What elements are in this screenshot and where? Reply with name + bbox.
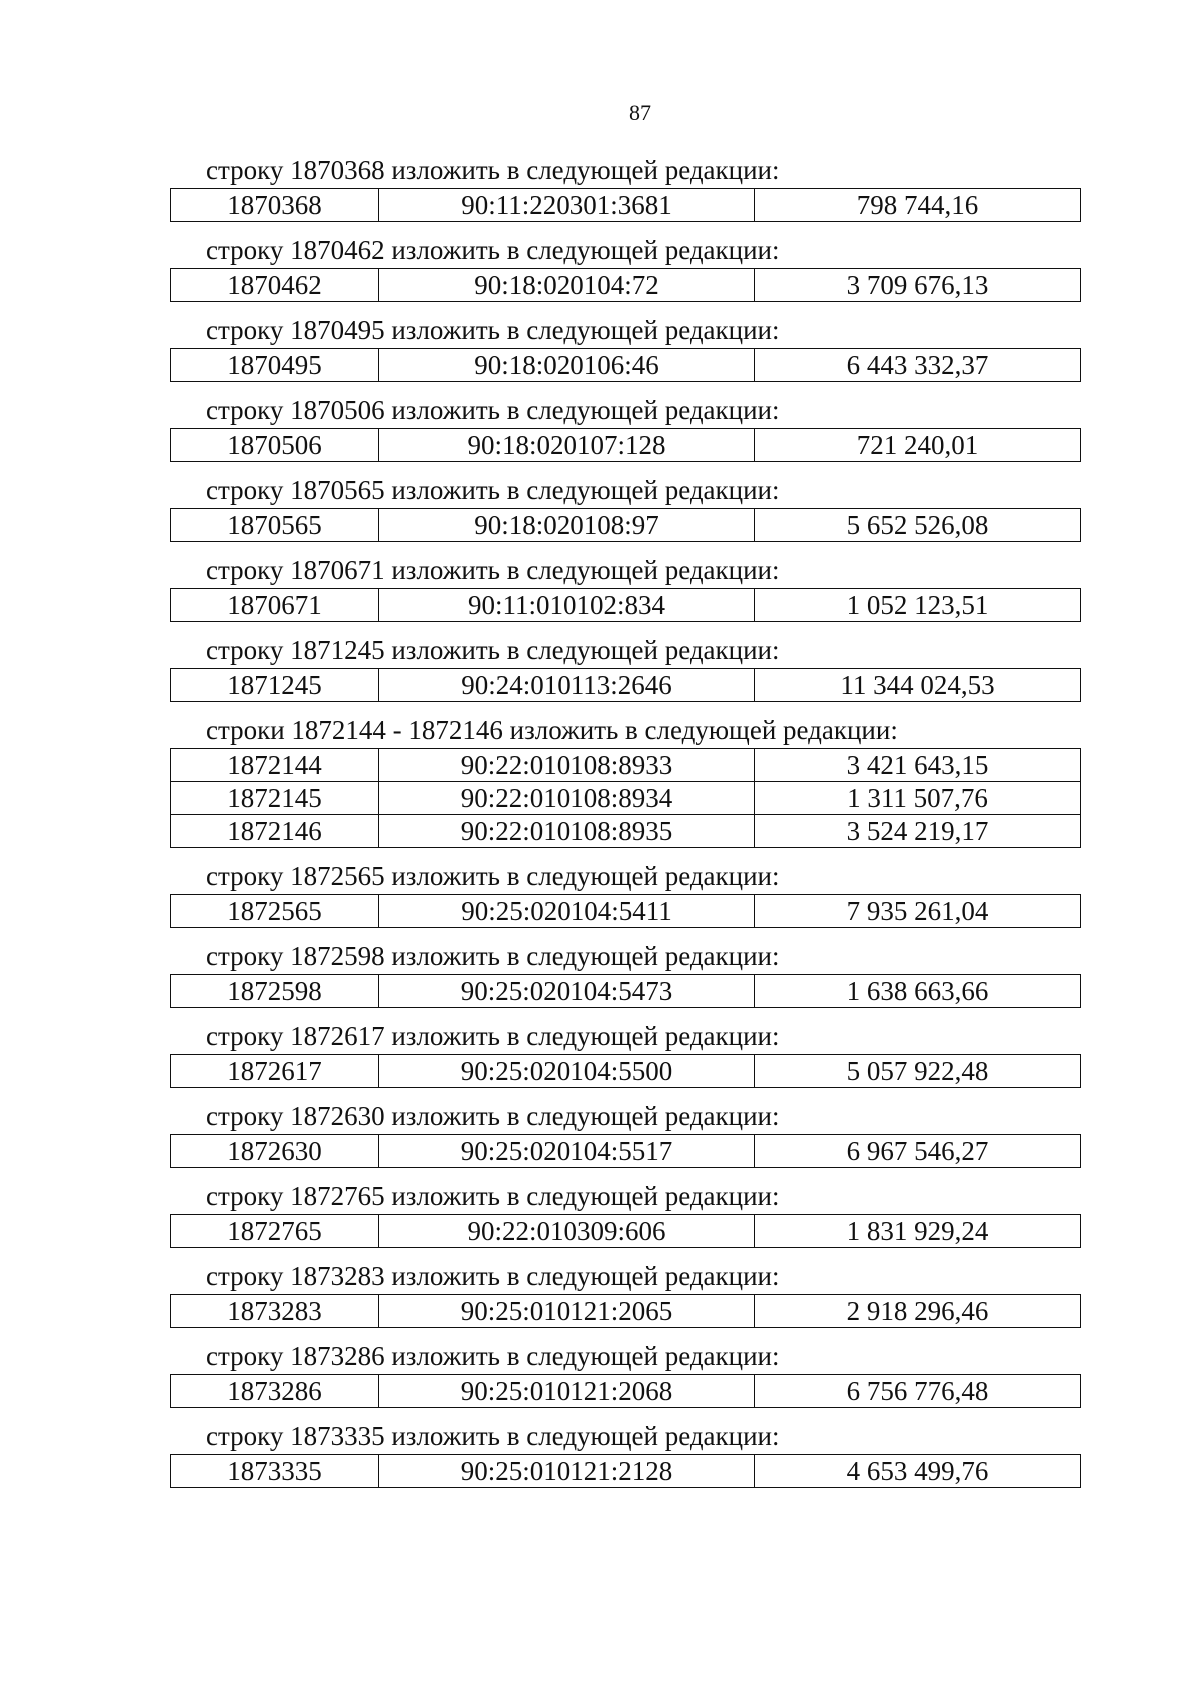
row-number-cell: 1872765: [171, 1215, 379, 1248]
row-number-cell: 1870462: [171, 269, 379, 302]
amendment-instruction: строку 1872765 изложить в следующей редакции:: [206, 1181, 780, 1211]
amendment-table: [170, 1454, 1081, 1488]
table-row: [171, 1135, 1081, 1168]
amendment-instruction: строку 1872598 изложить в следующей редакции:: [206, 941, 780, 971]
page-number: 87: [629, 100, 651, 125]
amendment-section: [170, 232, 1080, 302]
cadastral-number-cell: 90:22:010108:8935: [379, 815, 755, 848]
amendment-instruction: строку 1871245 изложить в следующей редакции:: [206, 635, 780, 665]
row-number-cell: 1873335: [171, 1455, 379, 1488]
amendment-table: [170, 428, 1081, 462]
cadastral-number-cell: 90:22:010108:8933: [379, 749, 755, 782]
row-number-cell: 1873286: [171, 1375, 379, 1408]
row-number-cell: 1870506: [171, 429, 379, 462]
amendment-section: [170, 152, 1080, 222]
cadastral-number-cell: 90:18:020108:97: [379, 509, 755, 542]
amendment-section: [170, 392, 1080, 462]
amendment-section: [170, 1018, 1080, 1088]
cadastral-value-cell: 1 831 929,24: [755, 1215, 1081, 1248]
table-row: [171, 509, 1081, 542]
amendment-instruction: строку 1873283 изложить в следующей редакции:: [206, 1261, 780, 1291]
row-number-cell: 1870495: [171, 349, 379, 382]
table-row: [171, 815, 1081, 848]
cadastral-number-cell: 90:25:020104:5411: [379, 895, 755, 928]
amendment-table: [170, 668, 1081, 702]
table-row: [171, 349, 1081, 382]
amendment-instruction: строку 1870671 изложить в следующей редакции:: [206, 555, 780, 585]
cadastral-number-cell: 90:18:020107:128: [379, 429, 755, 462]
cadastral-value-cell: 6 756 776,48: [755, 1375, 1081, 1408]
table-row: [171, 895, 1081, 928]
amendment-table: [170, 974, 1081, 1008]
cadastral-value-cell: 1 052 123,51: [755, 589, 1081, 622]
cadastral-number-cell: 90:25:020104:5473: [379, 975, 755, 1008]
row-number-cell: 1872145: [171, 782, 379, 815]
row-number-cell: 1870368: [171, 189, 379, 222]
table-row: [171, 189, 1081, 222]
cadastral-value-cell: 11 344 024,53: [755, 669, 1081, 702]
cadastral-value-cell: 4 653 499,76: [755, 1455, 1081, 1488]
row-number-cell: 1872144: [171, 749, 379, 782]
amendment-table: [170, 588, 1081, 622]
table-row: [171, 429, 1081, 462]
document-body: [170, 152, 1080, 1498]
cadastral-value-cell: 2 918 296,46: [755, 1295, 1081, 1328]
amendment-instruction: строку 1872565 изложить в следующей редакции:: [206, 861, 780, 891]
cadastral-value-cell: 5 652 526,08: [755, 509, 1081, 542]
cadastral-value-cell: 1 638 663,66: [755, 975, 1081, 1008]
amendment-table: [170, 1374, 1081, 1408]
amendment-instruction: строку 1873286 изложить в следующей редакции:: [206, 1341, 780, 1371]
amendment-table: [170, 188, 1081, 222]
cadastral-value-cell: 3 524 219,17: [755, 815, 1081, 848]
amendment-instruction: строки 1872144 - 1872146 изложить в следующей редакции:: [206, 715, 898, 745]
table-row: [171, 1455, 1081, 1488]
cadastral-value-cell: 798 744,16: [755, 189, 1081, 222]
cadastral-value-cell: 3 709 676,13: [755, 269, 1081, 302]
cadastral-value-cell: 6 443 332,37: [755, 349, 1081, 382]
amendment-instruction: строку 1872630 изложить в следующей редакции:: [206, 1101, 780, 1131]
table-row: [171, 1215, 1081, 1248]
cadastral-number-cell: 90:18:020106:46: [379, 349, 755, 382]
amendment-section: [170, 712, 1080, 848]
cadastral-number-cell: 90:25:010121:2065: [379, 1295, 755, 1328]
cadastral-number-cell: 90:11:220301:3681: [379, 189, 755, 222]
amendment-section: [170, 938, 1080, 1008]
cadastral-number-cell: 90:18:020104:72: [379, 269, 755, 302]
amendment-table: [170, 748, 1081, 848]
row-number-cell: 1872598: [171, 975, 379, 1008]
row-number-cell: 1872565: [171, 895, 379, 928]
amendment-section: [170, 472, 1080, 542]
amendment-section: [170, 858, 1080, 928]
amendment-instruction: строку 1870565 изложить в следующей редакции:: [206, 475, 780, 505]
amendment-table: [170, 894, 1081, 928]
cadastral-number-cell: 90:11:010102:834: [379, 589, 755, 622]
table-row: [171, 1375, 1081, 1408]
cadastral-number-cell: 90:24:010113:2646: [379, 669, 755, 702]
row-number-cell: 1871245: [171, 669, 379, 702]
row-number-cell: 1872146: [171, 815, 379, 848]
amendment-instruction: строку 1870495 изложить в следующей редакции:: [206, 315, 780, 345]
row-number-cell: 1873283: [171, 1295, 379, 1328]
cadastral-value-cell: 6 967 546,27: [755, 1135, 1081, 1168]
amendment-section: [170, 312, 1080, 382]
amendment-table: [170, 1134, 1081, 1168]
amendment-instruction: строку 1870506 изложить в следующей редакции:: [206, 395, 780, 425]
cadastral-value-cell: 1 311 507,76: [755, 782, 1081, 815]
amendment-section: [170, 1098, 1080, 1168]
amendment-section: [170, 1258, 1080, 1328]
cadastral-number-cell: 90:25:020104:5500: [379, 1055, 755, 1088]
amendment-table: [170, 508, 1081, 542]
amendment-section: [170, 1338, 1080, 1408]
cadastral-number-cell: 90:25:020104:5517: [379, 1135, 755, 1168]
amendment-section: [170, 632, 1080, 702]
amendment-instruction: строку 1870462 изложить в следующей редакции:: [206, 235, 780, 265]
cadastral-number-cell: 90:22:010108:8934: [379, 782, 755, 815]
cadastral-number-cell: 90:25:010121:2128: [379, 1455, 755, 1488]
amendment-instruction: строку 1870368 изложить в следующей редакции:: [206, 155, 780, 185]
cadastral-number-cell: 90:25:010121:2068: [379, 1375, 755, 1408]
amendment-table: [170, 348, 1081, 382]
table-row: [171, 975, 1081, 1008]
row-number-cell: 1872630: [171, 1135, 379, 1168]
table-row: [171, 269, 1081, 302]
amendment-section: [170, 1418, 1080, 1488]
table-row: [171, 782, 1081, 815]
table-row: [171, 669, 1081, 702]
table-row: [171, 749, 1081, 782]
amendment-table: [170, 1054, 1081, 1088]
row-number-cell: 1872617: [171, 1055, 379, 1088]
amendment-instruction: строку 1872617 изложить в следующей редакции:: [206, 1021, 780, 1051]
cadastral-number-cell: 90:22:010309:606: [379, 1215, 755, 1248]
cadastral-value-cell: 721 240,01: [755, 429, 1081, 462]
amendment-table: [170, 268, 1081, 302]
row-number-cell: 1870565: [171, 509, 379, 542]
row-number-cell: 1870671: [171, 589, 379, 622]
amendment-instruction: строку 1873335 изложить в следующей редакции:: [206, 1421, 780, 1451]
table-row: [171, 589, 1081, 622]
amendment-table: [170, 1294, 1081, 1328]
cadastral-value-cell: 3 421 643,15: [755, 749, 1081, 782]
amendment-section: [170, 1178, 1080, 1248]
amendment-section: [170, 552, 1080, 622]
cadastral-value-cell: 7 935 261,04: [755, 895, 1081, 928]
amendment-table: [170, 1214, 1081, 1248]
table-row: [171, 1055, 1081, 1088]
table-row: [171, 1295, 1081, 1328]
cadastral-value-cell: 5 057 922,48: [755, 1055, 1081, 1088]
